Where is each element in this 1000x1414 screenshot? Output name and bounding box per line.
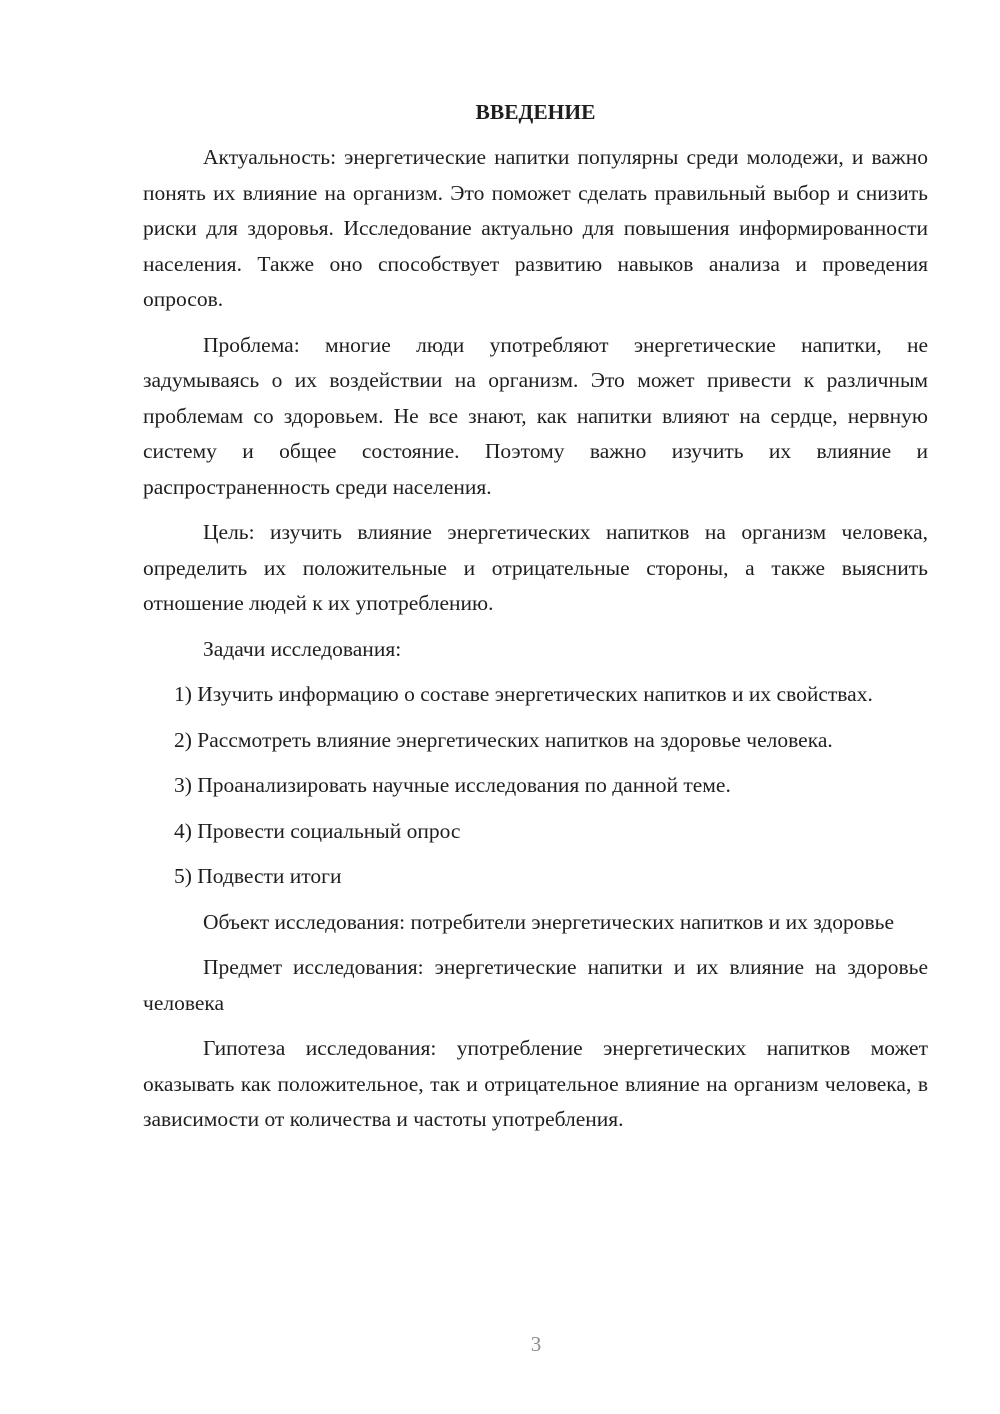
task-item-2: 2) Рассмотреть влияние энергетических напитков на здоровье человека. [174, 727, 833, 752]
subject-paragraph: Предмет исследования: энергетические напитки и их влияние на здоровье человека [143, 955, 928, 1015]
goal-paragraph: Цель: изучить влияние энергетических напитков на организм человека, определить их положительные и отрицательные стороны, а также выяснить отношение людей к их употреблению. [143, 520, 928, 615]
task-item-3: 3) Проанализировать научные исследования по данной теме. [174, 773, 731, 797]
page-content [143, 95, 928, 1148]
relevance-paragraph: Актуальность: энергетические напитки популярны среди молодежи, и важно понять их влияние на организм. Это поможет сделать правильный выбор и снизить риски для здоровья. Исследование актуально для повышения информированности населения. Также оно способствует развитию навыков анализа и проведения опросов. [143, 145, 928, 311]
hypothesis-paragraph: Гипотеза исследования: употребление энергетических напитков может оказывать как положительное, так и отрицательное влияние на организм человека, в зависимости от количества и частоты употребления. [143, 1036, 928, 1131]
task-item-4: 4) Провести социальный опрос [174, 818, 461, 843]
object-paragraph: Объект исследования: потребители энергетических напитков и их здоровье [203, 909, 894, 934]
task-item-1: 1) Изучить информацию о составе энергетических напитков и их свойствах. [174, 682, 873, 706]
problem-paragraph: Проблема: многие люди употребляют энергетические напитки, не задумываясь о их воздействии на организм. Это может привести к различным проблемам со здоровьем. Не все знают, как напитки влияют на сердце, нервную систему и общее состояние. Поэтому важно изучить их влияние и распространенность среди населения. [143, 332, 928, 499]
task-item-5: 5) Подвести итоги [174, 864, 342, 888]
tasks-heading: Задачи исследования: [203, 636, 402, 661]
section-title: ВВЕДЕНИЕ [475, 100, 596, 124]
page-number: 3 [530, 1332, 542, 1356]
